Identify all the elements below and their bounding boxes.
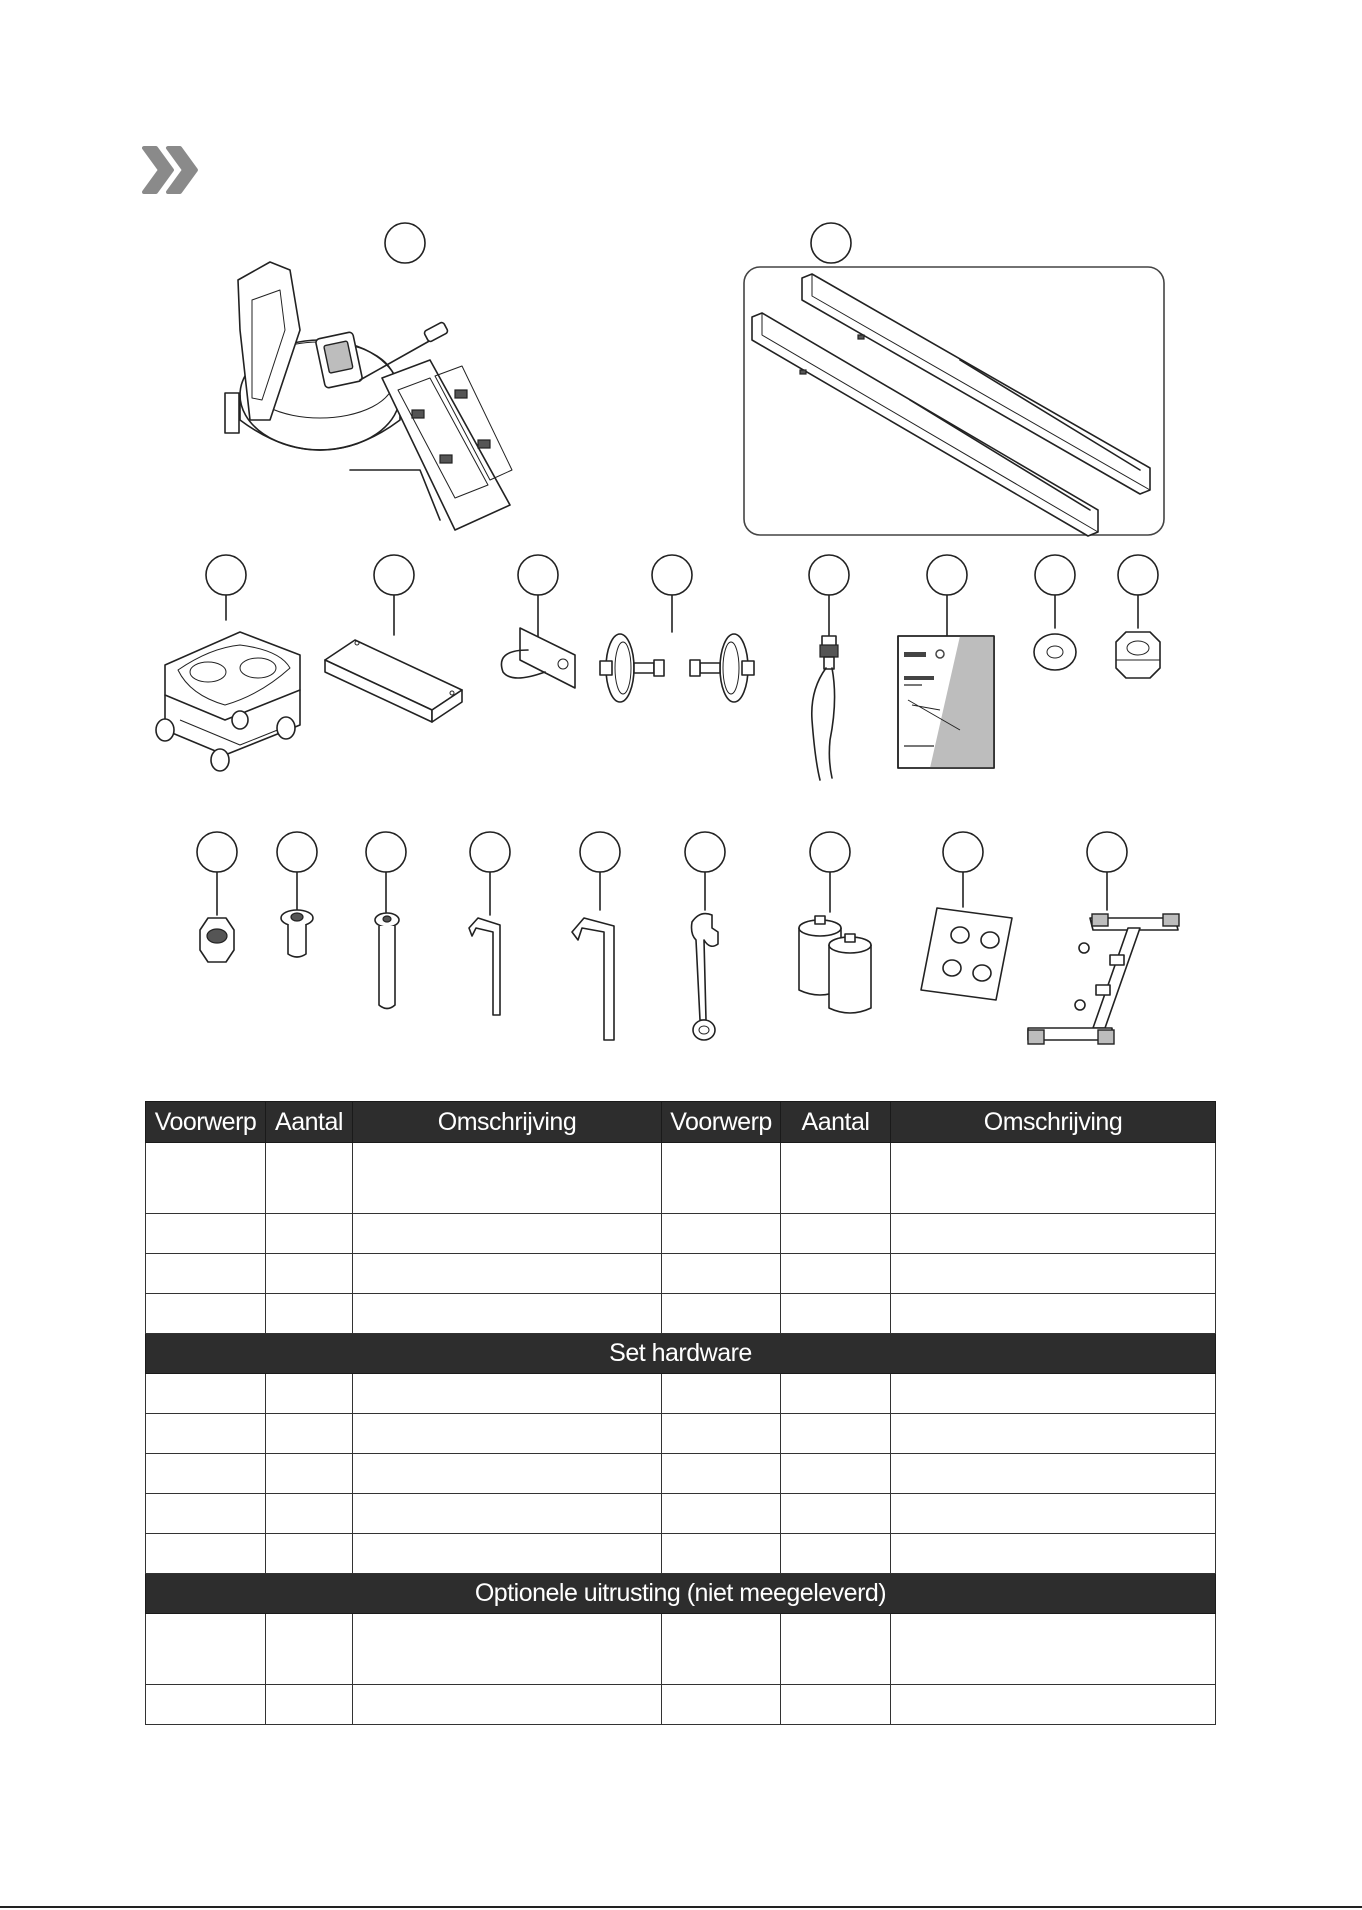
siphon-pump-illustration <box>809 555 849 780</box>
bottom-rule <box>0 1906 1362 1908</box>
table-row <box>146 1294 1216 1334</box>
table-row <box>146 1374 1216 1414</box>
section-row-hardware <box>146 1334 1216 1374</box>
nut-illustration <box>1116 555 1160 678</box>
section-title-hardware: Set hardware <box>146 1334 1216 1374</box>
batteries-illustration <box>799 832 871 1013</box>
user-guide-illustration <box>898 555 994 768</box>
table-row <box>146 1614 1216 1685</box>
lock-nut-illustration <box>197 832 237 962</box>
stabilizer-frame-illustration <box>1028 832 1179 1044</box>
col-header-qty: Aantal <box>781 1102 891 1143</box>
seat-illustration <box>156 555 300 771</box>
table-row <box>146 1143 1216 1214</box>
long-bolt-illustration <box>366 832 406 1009</box>
rails-illustration <box>744 223 1164 536</box>
col-header-item: Voorwerp <box>146 1102 266 1143</box>
table-row <box>146 1685 1216 1725</box>
small-allen-key-illustration <box>469 832 510 1015</box>
col-header-item: Voorwerp <box>662 1102 781 1143</box>
sleeve-nut-illustration <box>277 832 317 957</box>
wrench-illustration <box>685 832 725 1040</box>
washer-illustration <box>1034 555 1076 670</box>
section-row-optional <box>146 1574 1216 1614</box>
table-row <box>146 1494 1216 1534</box>
col-header-description: Omschrijving <box>353 1102 662 1143</box>
pads-illustration <box>921 832 1012 1000</box>
parts-table <box>145 1101 1216 1725</box>
table-row <box>146 1414 1216 1454</box>
table-header-row <box>146 1102 1216 1143</box>
section-title-optional: Optionele uitrusting (niet meegeleverd) <box>146 1574 1216 1614</box>
table-row <box>146 1454 1216 1494</box>
large-allen-key-illustration <box>572 832 620 1040</box>
col-header-description: Omschrijving <box>891 1102 1216 1143</box>
plate-illustration <box>325 555 462 722</box>
col-header-qty: Aantal <box>266 1102 353 1143</box>
wheels-illustration <box>600 555 754 702</box>
table-row <box>146 1534 1216 1574</box>
rower-frame-illustration <box>225 223 512 530</box>
hook-bracket-illustration <box>501 555 575 688</box>
table-row <box>146 1254 1216 1294</box>
table-row <box>146 1214 1216 1254</box>
